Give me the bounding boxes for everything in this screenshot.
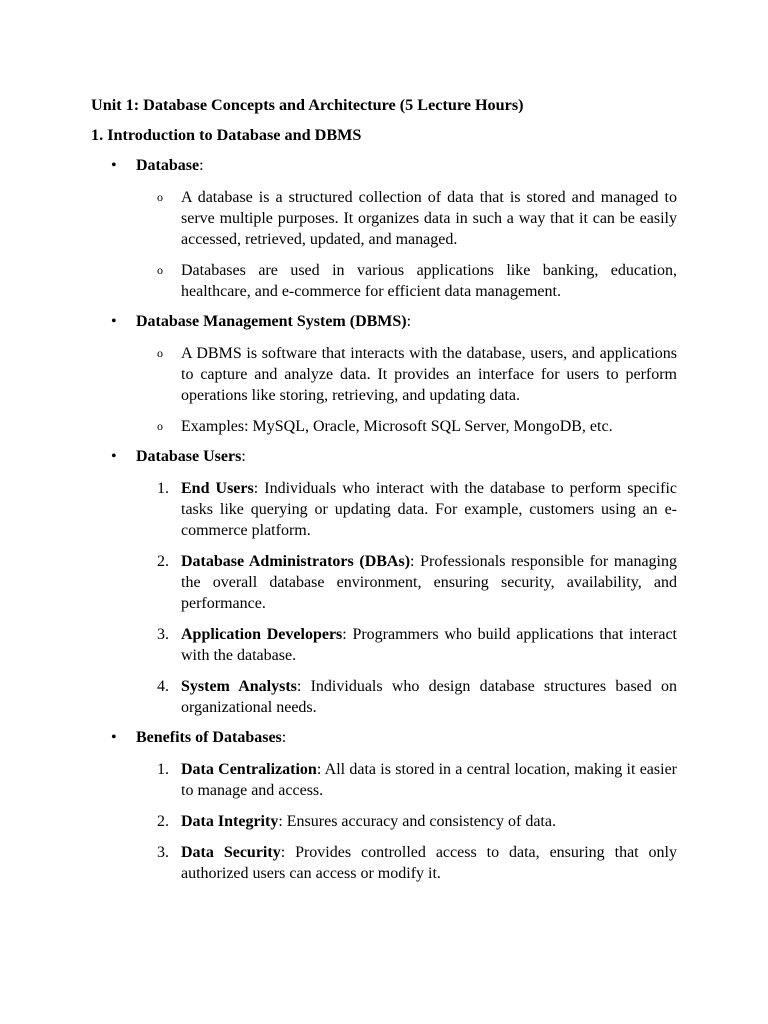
item-text: Databases are used in various applications like banking, education, healthcare, and e-commerce for efficient data management. bbox=[181, 262, 677, 300]
circle-bullet-icon: o bbox=[157, 263, 163, 277]
item-text: Examples: MySQL, Oracle, Microsoft SQL Server, MongoDB, etc. bbox=[181, 418, 613, 435]
item-number: 1. bbox=[157, 480, 169, 497]
bullet-heading: Database Management System (DBMS) bbox=[136, 313, 407, 330]
item-term: Data Security bbox=[181, 844, 281, 861]
circle-bullet-icon: o bbox=[157, 419, 163, 433]
item-term: Application Developers bbox=[181, 626, 343, 643]
numbered-item bbox=[157, 676, 677, 718]
bullet-heading: Benefits of Databases bbox=[136, 729, 282, 746]
colon: : bbox=[281, 729, 287, 746]
numbered-item bbox=[157, 624, 678, 666]
document-body bbox=[0, 156, 768, 884]
item-text: : Individuals who design database structures based on organizational needs. bbox=[181, 678, 677, 716]
bullet-benefits bbox=[111, 728, 677, 748]
numbered-item bbox=[157, 842, 677, 884]
item-term: Database Administrators (DBAs) bbox=[181, 553, 411, 570]
colon: : bbox=[406, 313, 412, 330]
bullet-marker: • bbox=[111, 729, 117, 746]
section-title: 1. Introduction to Database and DBMS bbox=[91, 126, 362, 144]
bullet-heading: Database Users bbox=[136, 448, 242, 465]
item-number: 2. bbox=[157, 553, 169, 570]
list-item bbox=[157, 416, 677, 437]
item-text: : Provides controlled access to data, ensuring that only authorized users can access or modify it. bbox=[181, 844, 677, 882]
item-text: : Individuals who interact with the database to perform specific tasks like querying or updating data. For example, customers using an e-commerce platform. bbox=[181, 480, 677, 539]
numbered-item bbox=[157, 551, 677, 614]
item-text: A DBMS is software that interacts with the database, users, and applications to capture and analyze data. It provides an interface for users to perform operations like storing, retrieving, and updating data. bbox=[181, 345, 677, 404]
item-text: : Professionals responsible for managing the overall database environment, ensuring security, availability, and performance. bbox=[181, 553, 677, 612]
item-term: Data Centralization bbox=[181, 761, 317, 778]
item-text: : All data is stored in a central location, making it easier to manage and access. bbox=[181, 761, 678, 799]
item-text: : Ensures accuracy and consistency of data. bbox=[278, 813, 556, 830]
list-item bbox=[157, 260, 677, 302]
bullet-marker: • bbox=[111, 448, 117, 465]
numbered-item bbox=[157, 811, 677, 832]
numbered-item bbox=[157, 478, 677, 541]
item-number: 3. bbox=[157, 844, 169, 861]
item-text: : Programmers who build applications that interact with the database. bbox=[181, 626, 678, 664]
bullet-dbms bbox=[111, 312, 677, 332]
item-number: 2. bbox=[157, 813, 169, 830]
unit-title: Unit 1: Database Concepts and Architecture (5 Lecture Hours) bbox=[91, 96, 524, 114]
circle-bullet-icon: o bbox=[157, 190, 163, 204]
item-term: End Users bbox=[181, 480, 254, 497]
colon: : bbox=[241, 448, 246, 465]
circle-bullet-icon: o bbox=[157, 346, 163, 360]
bullet-marker: • bbox=[111, 157, 117, 174]
bullet-heading: Database bbox=[136, 157, 200, 174]
item-text: A database is a structured collection of data that is stored and managed to serve multiple purposes. It organizes data in such a way that it can be easily accessed, retrieved, updated, and managed. bbox=[181, 189, 677, 248]
numbered-item bbox=[157, 759, 678, 801]
item-term: System Analysts bbox=[181, 678, 297, 695]
item-term: Data Integrity bbox=[181, 813, 279, 830]
item-number: 4. bbox=[157, 678, 169, 695]
list-item bbox=[157, 343, 677, 406]
bullet-marker: • bbox=[111, 313, 117, 330]
colon: : bbox=[199, 157, 204, 174]
item-number: 3. bbox=[157, 626, 169, 643]
list-item bbox=[157, 187, 677, 250]
item-number: 1. bbox=[157, 761, 169, 778]
bullet-database bbox=[111, 156, 677, 176]
bullet-database-users bbox=[111, 447, 677, 467]
